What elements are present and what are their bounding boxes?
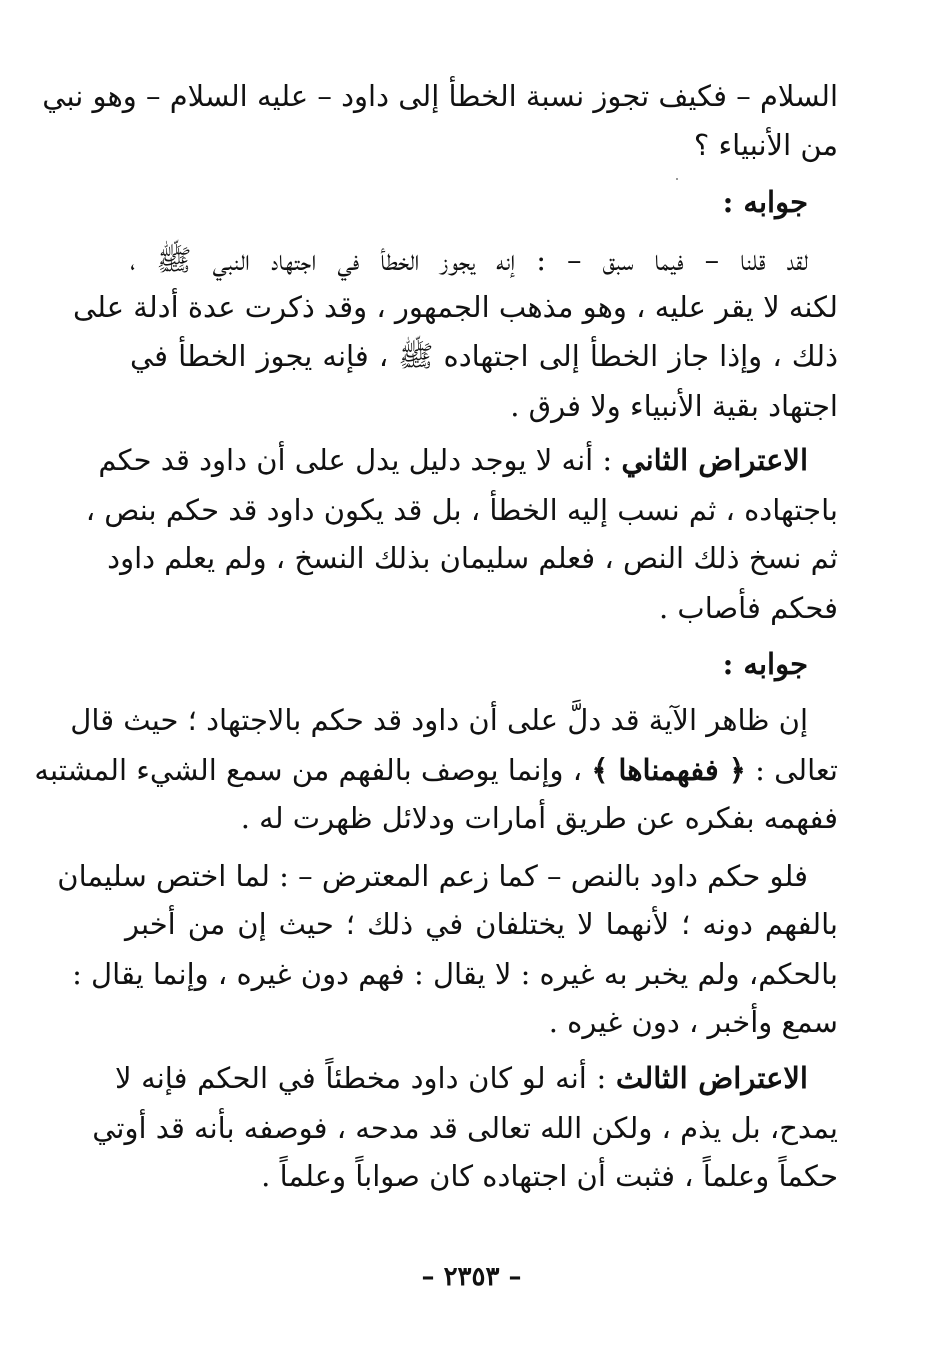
text-line: ففهمه بفكره عن طريق أمارات ودلائل ظهرت له . [240,801,838,835]
text-line: اجتهاد بقية الأنبياء ولا فرق . [510,389,838,423]
objection-line [115,1058,808,1098]
text-segment: تعالى : [745,753,838,787]
text-line: لكنه لا يقر عليه ، وهو مذهب الجمهور ، وقد ذكرت عدة أدلة على [73,290,838,324]
text-line: إن ظاهر الآية قد دلَّ على أن داود قد حكم بالاجتهاد ؛ حيث قال [70,703,808,737]
text-line: فحكم فأصاب . [658,591,838,625]
text-line: حكماً وعلماً ، فثبت أن اجتهاده كان صواباً وعلماً . [261,1159,838,1193]
answer-heading: جوابه : [722,647,808,681]
text-line: فلو حكم داود بالنص – كما زعم المعترض – : لما اختص سليمان [57,859,808,893]
text-line: من الأنبياء ؟ [693,128,838,162]
text-line: ثم نسخ ذلك النص ، فعلم سليمان بذلك النسخ ، ولم يعلم داود [107,541,838,575]
page-number: – ٢٣٥٣ – [421,1262,522,1292]
objection-text: : أنه لا يوجد دليل يدل على أن داود قد حكم [98,443,622,477]
text-segment: ، وإنما يوصف بالفهم من سمع الشيء المشتبه [34,753,592,787]
objection-heading: الاعتراض الثالث [615,1061,808,1095]
answer-heading: جوابه : [722,185,808,219]
text-line: بالفهم دونه ؛ لأنهما لا يختلفان في ذلك ؛ حيث إن من أخبر [125,907,838,941]
objection-text: : أنه لو كان داود مخطئاً في الحكم فإنه لا [115,1061,616,1095]
text-line: ذلك ، وإذا جاز الخطأ إلى اجتهاده ﷺ ، فإنه يجوز الخطأ في [130,339,838,373]
text-line: سمع وأخبر ، دون غيره . [548,1005,838,1039]
text-line: السلام – فكيف تجوز نسبة الخطأ إلى داود – عليه السلام – وهو نبي [42,79,838,113]
quran-quote: ﴿ ففهمناها ﴾ [591,753,746,787]
print-speck [676,178,678,180]
objection-heading: الاعتراض الثاني [621,443,808,477]
text-line: يمدح، بل يذم ، ولكن الله تعالى قد مدحه ، فوصفه بأنه قد أوتي [92,1111,838,1145]
objection-line [98,440,808,480]
text-line: باجتهاده ، ثم نسب إليه الخطأ ، بل قد يكون داود قد حكم بنص ، [85,493,838,527]
text-line: بالحكم، ولم يخبر به غيره : لا يقال : فهم دون غيره ، وإنما يقال : [72,957,838,991]
text-line: لقد قلنا – فيما سبق – : إنه يجوز الخطأ في اجتهاد النبي ﷺ ، [130,243,808,277]
text-line [34,750,838,790]
